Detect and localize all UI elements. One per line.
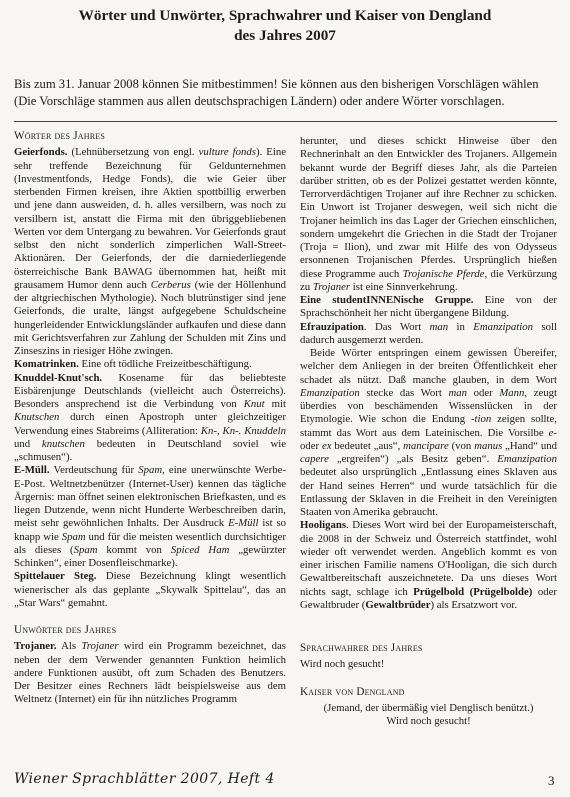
text-italic: e- xyxy=(548,426,557,439)
text-italic: -tion xyxy=(470,413,492,426)
text: ) als Ersatzwort vor. xyxy=(430,598,518,611)
text-italic: Spam xyxy=(138,464,163,477)
term-studentinnenische-gruppe: Eine studentINNENische Gruppe. xyxy=(300,294,474,306)
text: zeigen sollte, stammt das Wort aus dem Lateinischen. Die Vorsilbe xyxy=(300,413,557,439)
term-spittelauer-steg: Spittelauer Steg. xyxy=(14,570,97,583)
text-italic: Trojanische Pferde xyxy=(402,267,485,280)
text: bedeuten in Deutschland soviel wie „schmusen“). xyxy=(14,437,286,463)
right-column xyxy=(300,135,557,728)
entry-spittelauer-steg xyxy=(14,570,286,610)
text: . Dieses Wort wird bei der Europameisterschaft, die 2008 in der Schweiz und Österreich stattfindet, wohl wieder oft verwendet werden. Angeblich kommt es von einer irischen Familie namens O'Hooligan, die sich durch Gewaltbereitschaft auszeichnetete. Da uns dieses Wort nichts sagt, schlage ich xyxy=(300,519,557,598)
text-italic: ex xyxy=(321,439,332,452)
text-italic: man xyxy=(429,320,449,333)
text: , die Verkürzung zu xyxy=(300,267,557,293)
text: „Hand“ und xyxy=(502,439,557,452)
text: ist eine Sinnverkehrung. xyxy=(350,280,458,293)
text-italic: Emanzipation xyxy=(300,386,360,399)
text-italic: Spiced Ham xyxy=(170,543,230,556)
entry-e-muell xyxy=(14,464,286,570)
text-italic: Mann xyxy=(499,386,525,399)
entry-hooligans xyxy=(300,519,557,612)
text: Eine oft tödliche Freizeitbeschäftigung. xyxy=(78,358,252,371)
text-italic: Trojaner xyxy=(81,640,119,653)
text: und xyxy=(14,437,42,450)
text: in xyxy=(448,320,474,333)
divider xyxy=(14,121,557,122)
term-hooligans: Hooligans xyxy=(300,519,346,532)
text: bedeutet „aus“, xyxy=(331,439,404,452)
text-italic: Cerberus xyxy=(150,278,191,291)
text: Kosename für das beliebteste Eisbärenjunge Deutschlands (vielleicht auch Österreichs). Besonders ansprechend ist die Verbindung von xyxy=(14,371,286,410)
text: durch einen Apostroph unter gleichzeitiger Verwendung eines Stabreims (Alliteration: xyxy=(14,411,286,437)
text-italic: Trojaner xyxy=(312,280,351,293)
text-italic: Emanzipation xyxy=(473,320,534,333)
text-italic: Kn-, Kn-. Knuddeln xyxy=(200,424,286,437)
entry-knuddel-knutsch xyxy=(14,372,286,465)
paragraph-beide-woerter xyxy=(300,347,557,519)
kaiser-text-line-1: (Jemand, der übermäßig viel Denglisch benützt.) xyxy=(323,701,534,714)
left-column xyxy=(14,130,286,707)
section-heading-kaiser: Kaiser von Dengland xyxy=(300,685,405,698)
text: und für die meisten wesentlich durchsichtiger als dieses ( xyxy=(14,530,286,556)
text: „ergreifen“) „als Besitz geben“. xyxy=(328,453,498,465)
text: (wie der Höllenhund der altgriechischen Mythologie). Noch blutrünstiger sind jene Geierfonds, die uralte, längst aufgegebene Schuldscheine hungerleidender Entwicklungsländer aufkaufen und diese dann mit Gerichtsverfahren zur Zahlung der Schulden mit Zins und Zinseszins in riesiger Höhe zwingen. xyxy=(14,278,286,357)
footer-publication: Wiener Sprachblätter 2007, Heft 4 xyxy=(14,771,275,787)
text: stecke das Wort xyxy=(359,386,449,399)
text: , zeugt überdies von beschämenden Wissenslücken in der Etymologie. Wie schon die Endung xyxy=(300,386,557,426)
intro-paragraph: Bis zum 31. Januar 2008 können Sie mitbestimmen! Sie können aus den bisherigen Vorschlägen wählen (Die Vorschläge stammen aus allen deutschsprachigen Ländern) oder andere Wörter vorschlagen. xyxy=(14,77,539,108)
text-italic: capere xyxy=(300,453,329,465)
text: soll dadurch ausgemerzt werden. xyxy=(300,320,557,346)
text: , eine unerwünschte Werbe-E-Post. Weltnetzbenützer (Internet-User) kennen das tägliche Ärgernis: man öffnet seinen elektronischen Briefkasten, und es liegen Dutzende, wenn nicht Hunderte Werbeschreiben darin, meist sehr gewöhnlichen Inhalts. Der Ausdruck xyxy=(14,464,286,530)
text-italic: Emanzipation xyxy=(497,453,557,465)
text: . Das Wort xyxy=(363,320,430,333)
text: Als xyxy=(56,640,82,653)
text-italic: man xyxy=(448,386,467,399)
section-heading-woerter: Wörter des Jahres xyxy=(14,130,105,142)
text: Beide Wörter entspringen einem gewissen Übereifer, welcher dem Anliegen in der breiten Öffentlichkeit eher schadet als nützt. Daß manche glauben, in dem Wort xyxy=(300,347,557,386)
title-line-1: Wörter und Unwörter, Sprachwahrer und Kaiser von Dengland xyxy=(78,7,492,24)
text: Eine von der Sprachschönheit her nicht übergangene Bildung. xyxy=(300,294,557,320)
page-number: 3 xyxy=(548,773,555,788)
text: ). Eine sehr treffende Bezeichnung für Geldunternehmen (Investmentfonds, Hedge Fonds), die wie Geier über sterbenden Firmen kreisen, ihre Aktien spottbillig erwerben und jene dann ausweiden, d. h. alles versilbern, was noch zu versilbern ist, anstatt die Firma mit den übriggebliebenen Werten vor dem Untergang zu bewahren. Vor Geierfonds graut selbst den nicht sonderlich zimperlichen Wall-Street-Aktionären. Der Geierfonds, der die darniederliegende österreichische Bank BAWAG übernommen hat, heißt mit grausamem Humor denn auch xyxy=(14,146,286,291)
text: kommt von xyxy=(97,543,171,556)
entry-studentinnenische-gruppe xyxy=(300,294,557,321)
page-title xyxy=(50,6,520,46)
title-line-2: des Jahres 2007 xyxy=(234,27,336,44)
term-knuddel-knutsch: Knuddel-Knut'sch. xyxy=(14,371,103,384)
text: mit xyxy=(264,398,287,410)
text: oder xyxy=(300,439,322,452)
entry-geierfonds xyxy=(14,146,286,358)
entry-efrauzipation xyxy=(300,321,557,348)
text-italic: mancipare xyxy=(403,439,449,452)
spacer xyxy=(300,612,557,642)
kaiser-text-line-2: Wird noch gesucht! xyxy=(386,715,471,727)
text: wird ein Programm bezeichnet, das neben der dem Verwender genannten Funktion heimlich andere Funktionen ausübt, oft zum Schaden des Benutzers. Der Besitzer eines Rechners lädt beispielsweise aus dem Weltnetz (Internet) ein für ihn nützliches Programm xyxy=(14,640,286,706)
term-e-muell: E-Müll. xyxy=(14,464,50,477)
text-bold: Gewaltbrüder xyxy=(365,598,431,611)
text: ist so knapp wie xyxy=(14,517,286,543)
text: (Lehnübersetzung von engl. xyxy=(67,146,199,159)
text: „gewürzter Schinken“, einer Dosenfleischmarke). xyxy=(14,543,287,569)
text: herunter, und dieses schickt Hinweise über den Rechnerinhalt an den Entwickler des Trojaners. Allgemein bekannt wurde der Begriff dieses Jahr, als die Parteien darüber stritten, ob es der Polizei gestattet werden könnte, Terrorverdächtigen Trojaner auf ihre Rechner zu schicken. Ein Unwort ist Trojaner deswegen, weil sich nicht die Trojaner heimlich ins das Lager der Griechen einschlichen, sondern umgekehrt die Griechen in die Stadt der Trojaner (Troja = Ilion), und zwar mit Hilfe des von Odysseus ersonnenen Trojanischen Pferdes. Ursprünglich hießen diese Programme auch xyxy=(300,135,557,280)
text-italic: Spam xyxy=(73,543,98,556)
text-italic: Knut xyxy=(243,398,265,410)
text: oder Gewaltbruder ( xyxy=(300,585,557,611)
text-italic: Knutschen xyxy=(14,411,60,424)
text-italic: E-Müll xyxy=(228,517,259,530)
spacer xyxy=(300,672,557,686)
section-heading-unwoerter: Unwörter des Jahres xyxy=(14,624,117,636)
text-italic: knutschen xyxy=(41,437,85,450)
text-italic: Spam xyxy=(61,530,86,543)
section-heading-sprachwahrer: Sprachwahrer des Jahres xyxy=(300,642,423,654)
text: bedeutet also ursprünglich „Entlassung eines Sklaven aus der Hand seines Herren“ und wurde tatsächlich für die Entlassung der Sklaven in die Freiheit in den Vereinigten Staaten von Amerika gebraucht. xyxy=(300,466,557,518)
text: Verdeutschung für xyxy=(49,464,139,477)
text-bold: Prügelbold (Prügelbolde) xyxy=(413,585,533,598)
entry-trojaner xyxy=(14,640,286,706)
text-italic: vulture fonds xyxy=(198,146,256,159)
text: Diese Bezeichnung klingt wesentlich wienerischer als das geplante „Skywalk Spittelau“, das an „Star Wars“ gemahnt. xyxy=(14,570,286,609)
term-efrauzipation: Efrauzipation xyxy=(300,320,364,333)
sprachwahrer-text: Wird noch gesucht! xyxy=(300,658,385,671)
text: (von xyxy=(448,439,475,452)
text-italic: manus xyxy=(474,439,503,452)
term-geierfonds: Geierfonds. xyxy=(14,146,68,159)
text: oder xyxy=(466,386,500,399)
term-komatrinken: Komatrinken. xyxy=(14,358,79,371)
term-trojaner: Trojaner. xyxy=(14,640,57,653)
spacer xyxy=(14,610,286,624)
entry-trojaner-continued xyxy=(300,135,557,294)
entry-komatrinken xyxy=(14,358,286,371)
